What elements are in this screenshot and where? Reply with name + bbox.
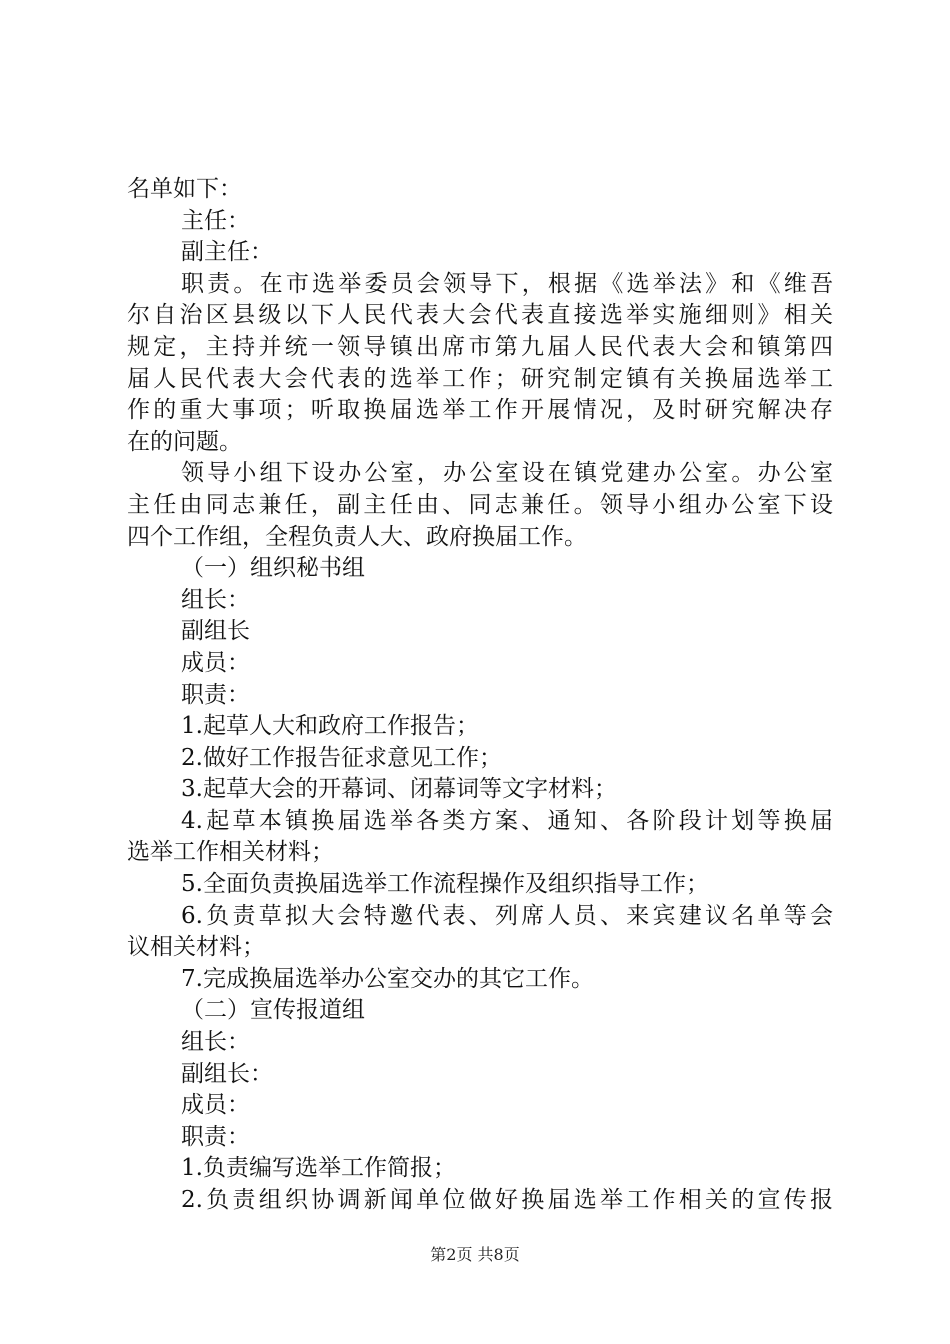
text-line: 议相关材料； — [127, 934, 265, 961]
text-line: 四个工作组，全程负责人大、政府换届工作。 — [127, 523, 587, 550]
text-line: 副组长： — [181, 1060, 273, 1087]
text-line: 选举工作相关材料； — [127, 839, 334, 866]
text-line: 5.全面负责换届选举工作流程操作及组织指导工作； — [181, 871, 709, 898]
text-line: 组长： — [181, 586, 250, 613]
text-line: 主任： — [181, 207, 250, 234]
text-line: 6.负责草拟大会特邀代表、列席人员、来宾建议名单等会 — [181, 902, 833, 929]
text-line: 规定，主持并统一领导镇出席市第九届人民代表大会和镇第四 — [127, 333, 833, 360]
text-line: 副主任： — [181, 239, 273, 266]
text-line: 1.起草人大和政府工作报告； — [181, 713, 479, 740]
text-line: 在的问题。 — [127, 428, 242, 455]
text-line: 届人民代表大会代表的选举工作；研究制定镇有关换届选举工 — [127, 365, 833, 392]
text-line: 2.做好工作报告征求意见工作； — [181, 744, 502, 771]
text-line: 成员： — [181, 649, 250, 676]
text-line: 7.完成换届选举办公室交办的其它工作。 — [181, 965, 594, 992]
text-line: 主任由同志兼任，副主任由、同志兼任。领导小组办公室下设 — [127, 491, 833, 518]
text-line: 成员： — [181, 1092, 250, 1119]
text-line: （一）组织秘书组 — [181, 555, 365, 582]
text-line: 职责： — [181, 1123, 250, 1150]
text-line: 3.起草大会的开幕词、闭幕词等文字材料； — [181, 776, 617, 803]
text-line: 领导小组下设办公室，办公室设在镇党建办公室。办公室 — [181, 460, 833, 487]
text-line: 职责。在市选举委员会领导下，根据《选举法》和《维吾 — [181, 270, 833, 297]
text-line: 1.负责编写选举工作简报； — [181, 1155, 456, 1182]
text-line: 尔自治区县级以下人民代表大会代表直接选举实施细则》相关 — [127, 302, 833, 329]
text-line: 副组长 — [181, 618, 250, 645]
page-footer: 第2页 共8页 — [430, 1245, 520, 1264]
text-line: 作的重大事项；听取换届选举工作开展情况，及时研究解决存 — [127, 397, 833, 424]
text-line: 职责： — [181, 681, 250, 708]
text-line: 组长： — [181, 1029, 250, 1056]
text-line: 4.起草本镇换届选举各类方案、通知、各阶段计划等换届 — [181, 807, 833, 834]
document-body — [127, 174, 833, 1217]
text-line: （二）宣传报道组 — [181, 997, 365, 1024]
text-line: 2.负责组织协调新闻单位做好换届选举工作相关的宣传报 — [181, 1187, 833, 1213]
text-line: 名单如下： — [127, 176, 242, 202]
